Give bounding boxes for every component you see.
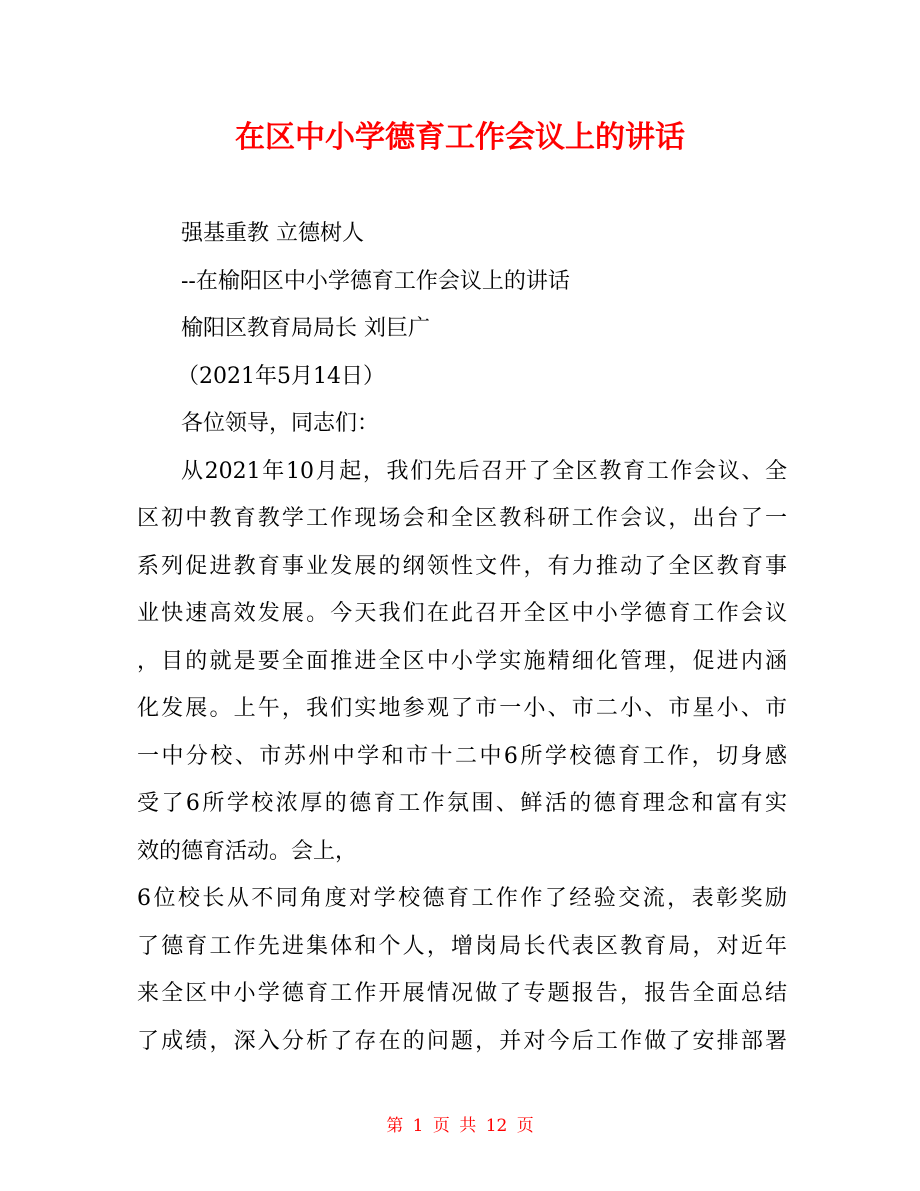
paragraph-line: 业快速高效发展。今天我们在此召开全区中小学德育工作会议 [137, 601, 787, 626]
paragraph-line: 系列促进教育事业发展的纲领性文件，有力推动了全区教育事 [137, 553, 787, 579]
paragraph-line: 一中分校、市苏州中学和市十二中6所学校德育工作，切身感 [137, 743, 787, 769]
page-number: 第 1 页 共 12 页 [386, 1116, 534, 1136]
paragraph-line: 从2021年10月起，我们先后召开了全区教育工作会议、全 [181, 458, 787, 484]
paragraph-line: 受了6所学校浓厚的德育工作氛围、鲜活的德育理念和富有实 [137, 791, 787, 816]
author-line: 榆阳区教育局局长 刘巨广 [181, 316, 430, 341]
paragraph-line: ，目的就是要全面推进全区中小学实施精细化管理，促进内涵 [137, 648, 787, 674]
salutation-line: 各位领导，同志们： [181, 411, 380, 436]
paragraph-line: 了德育工作先进集体和个人，增岗局长代表区教育局，对近年 [137, 933, 787, 959]
paragraph-line: 效的德育活动。会上， [137, 838, 358, 864]
paragraph-line: 区初中教育教学工作现场会和全区教科研工作会议，出台了一 [137, 506, 787, 531]
paragraph-line: 化发展。上午，我们实地参观了市一小、市二小、市星小、市 [137, 696, 787, 721]
document-title: 在区中小学德育工作会议上的讲话 [235, 120, 685, 155]
document-body [137, 210, 787, 1065]
subtitle-subline: --在榆阳区中小学德育工作会议上的讲话 [181, 268, 570, 294]
date-line: （2021年5月14日） [177, 363, 385, 389]
paragraph-line: 来全区中小学德育工作开展情况做了专题报告，报告全面总结 [137, 981, 787, 1006]
paragraph-line: 6位校长从不同角度对学校德育工作作了经验交流，表彰奖励 [137, 886, 787, 911]
paragraph-line: 了成绩，深入分析了存在的问题，并对今后工作做了安排部署 [137, 1028, 787, 1054]
subtitle-line: 强基重教 立德树人 [181, 221, 364, 246]
